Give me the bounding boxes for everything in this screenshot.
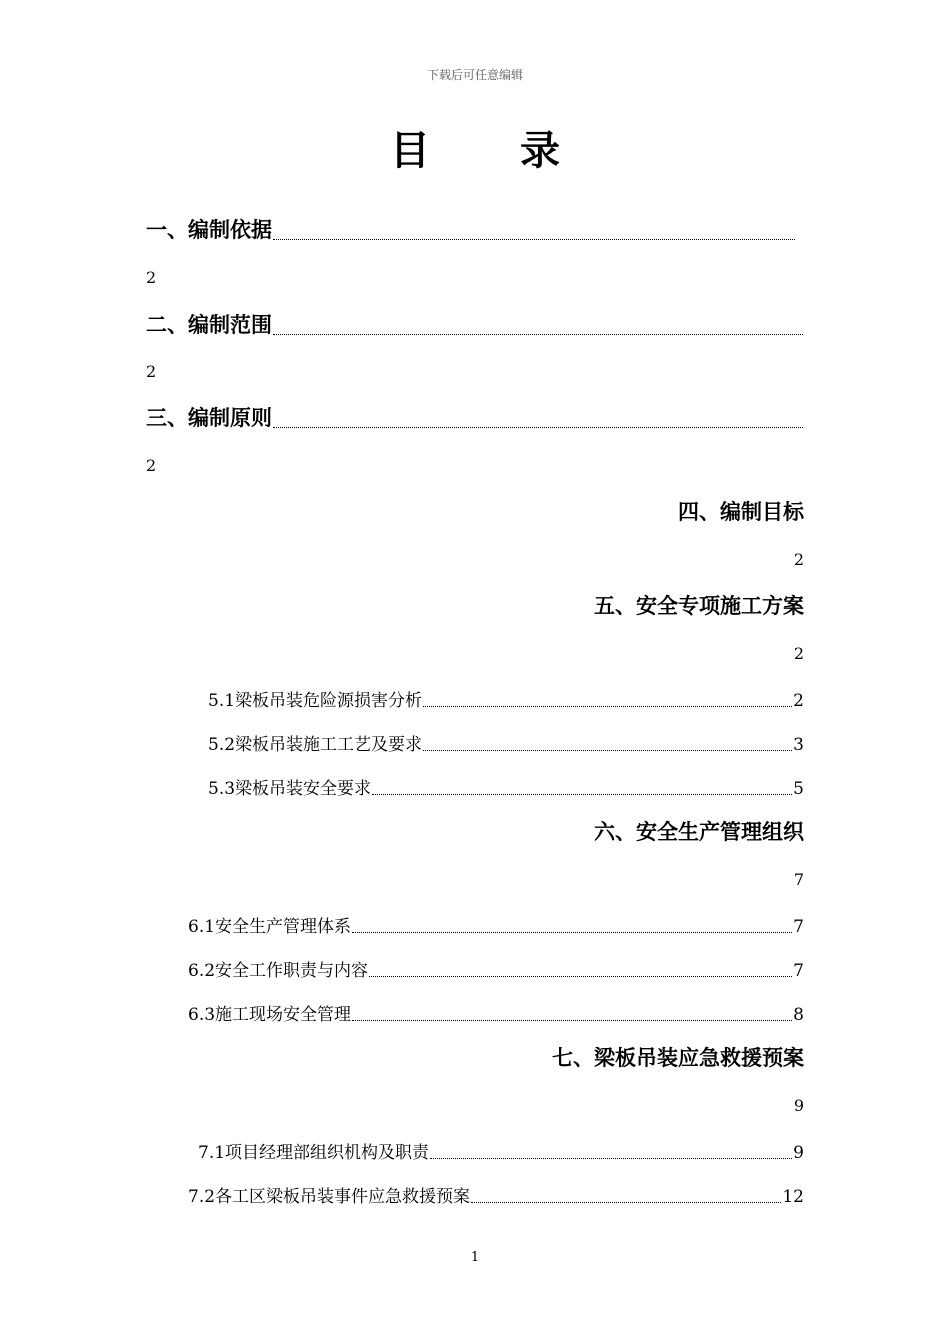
toc-section-5-page: 2 — [793, 644, 804, 663]
toc-subentry-label: 5.1梁板吊装危险源损害分析 — [208, 691, 423, 711]
toc-dot-leader — [273, 426, 803, 428]
toc-dot-leader — [372, 793, 792, 795]
toc-dot-leader — [273, 333, 803, 335]
toc-section-4-heading[interactable]: 四、编制目标 — [678, 499, 804, 524]
toc-subentry-6-1[interactable] — [188, 912, 804, 937]
toc-subentry-6-2[interactable] — [188, 956, 804, 981]
toc-subentry-label: 5.3梁板吊装安全要求 — [208, 779, 372, 799]
toc-subentry-6-3[interactable] — [188, 1000, 804, 1025]
toc-dot-leader — [430, 1157, 792, 1159]
toc-dot-leader — [273, 238, 795, 240]
toc-dot-leader — [471, 1201, 781, 1203]
toc-dot-leader — [423, 705, 792, 707]
toc-subentry-label: 7.2各工区梁板吊装事件应急救援预案 — [188, 1187, 471, 1207]
toc-subentry-7-2[interactable] — [188, 1182, 804, 1207]
toc-dot-leader — [352, 931, 792, 933]
toc-section-6-heading[interactable]: 六、安全生产管理组织 — [594, 819, 804, 844]
footer-page-number: 1 — [470, 1250, 480, 1265]
toc-subentry-5-2[interactable] — [208, 730, 804, 755]
toc-subentry-label: 7.1项目经理部组织机构及职责 — [198, 1143, 430, 1163]
toc-subentry-label: 6.1安全生产管理体系 — [188, 917, 352, 937]
toc-subentry-page: 12 — [782, 1187, 804, 1207]
page-title: 目录 — [390, 127, 650, 174]
toc-subentry-label: 6.2安全工作职责与内容 — [188, 961, 369, 981]
toc-subentry-label: 5.2梁板吊装施工工艺及要求 — [208, 735, 423, 755]
toc-entry-1[interactable] — [146, 214, 796, 244]
header-note: 下载后可任意编辑 — [426, 68, 523, 82]
toc-section-6-page: 7 — [793, 870, 804, 889]
toc-subentry-page: 7 — [793, 961, 804, 981]
toc-subentry-page: 3 — [793, 735, 804, 755]
toc-subentry-7-1[interactable] — [198, 1138, 804, 1163]
toc-section-4-page: 2 — [793, 550, 804, 569]
toc-entry-2-page: 2 — [146, 362, 157, 381]
toc-subentry-page: 5 — [793, 779, 804, 799]
toc-section-5-heading[interactable]: 五、安全专项施工方案 — [594, 593, 804, 618]
toc-entry-label: 一、编制依据 — [146, 217, 272, 242]
toc-dot-leader — [369, 975, 792, 977]
toc-dot-leader — [352, 1019, 792, 1021]
toc-section-7-heading[interactable]: 七、梁板吊装应急救援预案 — [552, 1045, 804, 1070]
toc-entry-3-page: 2 — [146, 456, 157, 475]
toc-subentry-page: 9 — [793, 1143, 804, 1163]
toc-entry-1-page: 2 — [146, 268, 157, 287]
toc-subentry-page: 2 — [793, 691, 804, 711]
toc-subentry-label: 6.3施工现场安全管理 — [188, 1005, 352, 1025]
toc-subentry-page: 7 — [793, 917, 804, 937]
toc-entry-3[interactable] — [146, 402, 804, 432]
toc-dot-leader — [423, 749, 792, 751]
toc-subentry-5-3[interactable] — [208, 774, 804, 799]
toc-subentry-page: 8 — [793, 1005, 804, 1025]
toc-entry-label: 三、编制原则 — [146, 405, 272, 430]
toc-entry-label: 二、编制范围 — [146, 312, 272, 337]
toc-subentry-5-1[interactable] — [208, 686, 804, 711]
toc-entry-2[interactable] — [146, 309, 804, 339]
toc-section-7-page: 9 — [793, 1096, 804, 1115]
